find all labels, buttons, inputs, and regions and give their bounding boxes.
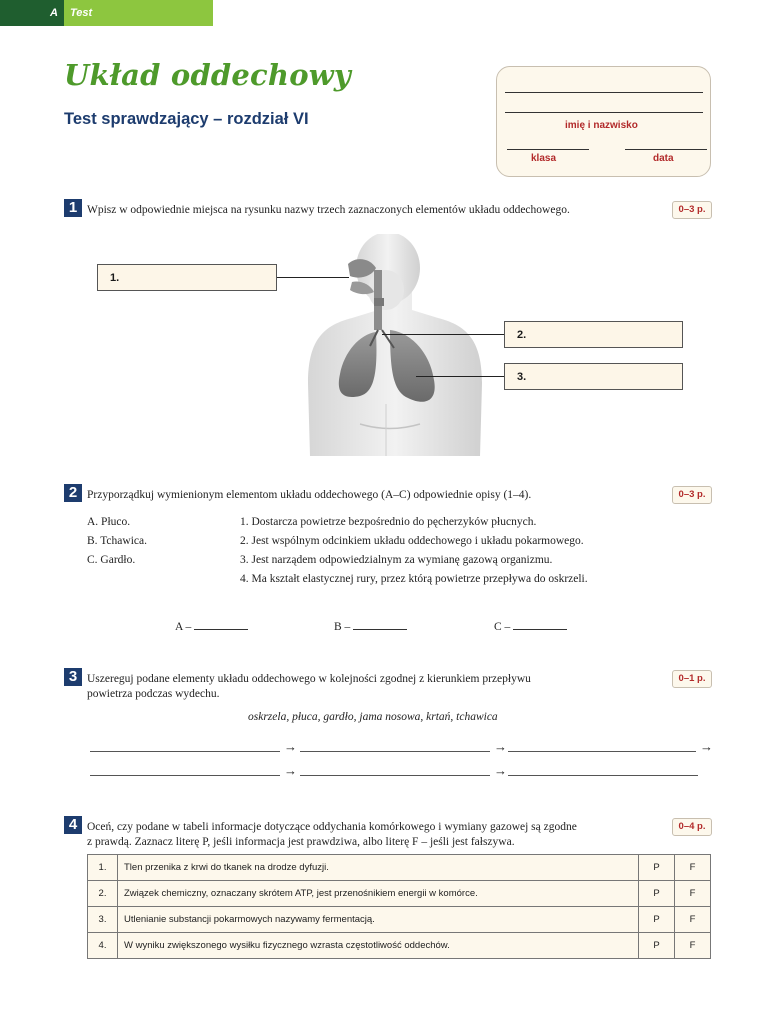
true-option[interactable]: P	[639, 855, 675, 881]
task-3-text-line-2: powietrza podczas wydechu.	[87, 688, 220, 700]
task-4-points: 0–4 p.	[672, 818, 712, 836]
task-number-3: 3	[64, 668, 82, 686]
class-line[interactable]	[507, 149, 589, 150]
respiratory-system-illustration	[290, 234, 500, 456]
sequence-arrow-2: →	[494, 739, 507, 754]
answer-b-label: B –	[334, 621, 351, 633]
answer-b-blank[interactable]	[353, 620, 407, 630]
false-option[interactable]: F	[675, 881, 711, 907]
false-option[interactable]: F	[675, 855, 711, 881]
row-number: 3.	[88, 907, 118, 933]
page-subtitle: Test sprawdzający – rozdział VI	[64, 110, 309, 128]
false-option[interactable]: F	[675, 933, 711, 959]
leader-line-1	[277, 277, 349, 278]
sequence-blank-2[interactable]	[300, 751, 490, 752]
description-2: 2. Jest wspólnym odcinkiem układu oddechowego i układu pokarmowego.	[240, 535, 584, 547]
task-3-points: 0–1 p.	[672, 670, 712, 688]
page-title: Układ oddechowy	[64, 58, 351, 92]
table-row	[88, 855, 711, 881]
true-false-table	[87, 854, 711, 959]
element-a: A. Płuco.	[87, 516, 131, 528]
true-option[interactable]: P	[639, 933, 675, 959]
table-row	[88, 881, 711, 907]
answer-b[interactable]	[334, 620, 407, 633]
description-3: 3. Jest narządem odpowiedzialnym za wymianę gazową organizmu.	[240, 554, 553, 566]
task-number-1: 1	[64, 199, 82, 217]
row-statement: Związek chemiczny, oznaczany skrótem ATP, jest przenośnikiem energii w komórce.	[118, 881, 639, 907]
task-3-items: oskrzela, płuca, gardło, jama nosowa, krtań, tchawica	[248, 711, 498, 723]
figure-label-box-3[interactable]: 3.	[504, 363, 683, 390]
task-4-text-line-1: Oceń, czy podane w tabeli informacje dotyczące oddychania komórkowego i wymiany gazowej są zgodne	[87, 821, 577, 833]
section-letter: A	[0, 0, 64, 26]
date-line[interactable]	[625, 149, 707, 150]
row-number: 4.	[88, 933, 118, 959]
name-line-1[interactable]	[505, 92, 703, 93]
row-statement: W wyniku zwiększonego wysiłku fizycznego wzrasta częstotliwość oddechów.	[118, 933, 639, 959]
section-tab	[0, 0, 213, 26]
figure-label-box-2[interactable]: 2.	[504, 321, 683, 348]
leader-line-2	[382, 334, 504, 335]
table-row	[88, 907, 711, 933]
true-option[interactable]: P	[639, 881, 675, 907]
section-label: Test	[70, 7, 93, 19]
false-option[interactable]: F	[675, 907, 711, 933]
date-label: data	[653, 153, 674, 164]
sequence-arrow-4: →	[284, 763, 297, 778]
task-4-text-line-2: z prawdą. Zaznacz literę P, jeśli informacja jest prawdziwa, albo literę F – jeśli jest fałszywa.	[87, 836, 515, 848]
row-statement: Utlenianie substancji pokarmowych nazywamy fermentacją.	[118, 907, 639, 933]
answer-a-blank[interactable]	[194, 620, 248, 630]
sequence-blank-6[interactable]	[508, 775, 698, 776]
row-number: 1.	[88, 855, 118, 881]
sequence-blank-5[interactable]	[300, 775, 490, 776]
leader-line-3	[416, 376, 504, 377]
description-4: 4. Ma kształt elastycznej rury, przez którą powietrze przepływa do oskrzeli.	[240, 573, 588, 585]
answer-a[interactable]	[175, 620, 248, 633]
element-c: C. Gardło.	[87, 554, 136, 566]
name-line-2[interactable]	[505, 112, 703, 113]
task-1-points: 0–3 p.	[672, 201, 712, 219]
class-label: klasa	[531, 153, 557, 164]
name-label: imię i nazwisko	[565, 120, 638, 131]
task-3-text-line-1: Uszereguj podane elementy układu oddechowego w kolejności zgodnej z kierunkiem przepływu	[87, 673, 531, 685]
row-number: 2.	[88, 881, 118, 907]
answer-a-label: A –	[175, 621, 192, 633]
sequence-blank-4[interactable]	[90, 775, 280, 776]
sequence-arrow-5: →	[494, 763, 507, 778]
task-number-2: 2	[64, 484, 82, 502]
task-1-text: Wpisz w odpowiednie miejsca na rysunku nazwy trzech zaznaczonych elementów układu oddechowego.	[87, 204, 570, 216]
task-2-points: 0–3 p.	[672, 486, 712, 504]
description-1: 1. Dostarcza powietrze bezpośrednio do pęcherzyków płucnych.	[240, 516, 537, 528]
task-2-text: Przyporządkuj wymienionym elementom układu oddechowego (A–C) odpowiednie opisy (1–4).	[87, 489, 532, 501]
figure-label-box-1[interactable]: 1.	[97, 264, 277, 291]
true-option[interactable]: P	[639, 907, 675, 933]
answer-c-blank[interactable]	[513, 620, 567, 630]
answer-c[interactable]	[494, 620, 567, 633]
table-row	[88, 933, 711, 959]
student-info-box	[496, 66, 711, 177]
answer-c-label: C –	[494, 621, 511, 633]
task-number-4: 4	[64, 816, 82, 834]
sequence-arrow-1: →	[284, 739, 297, 754]
sequence-blank-3[interactable]	[508, 751, 696, 752]
sequence-arrow-3: →	[700, 739, 713, 754]
sequence-blank-1[interactable]	[90, 751, 280, 752]
row-statement: Tlen przenika z krwi do tkanek na drodze dyfuzji.	[118, 855, 639, 881]
element-b: B. Tchawica.	[87, 535, 147, 547]
